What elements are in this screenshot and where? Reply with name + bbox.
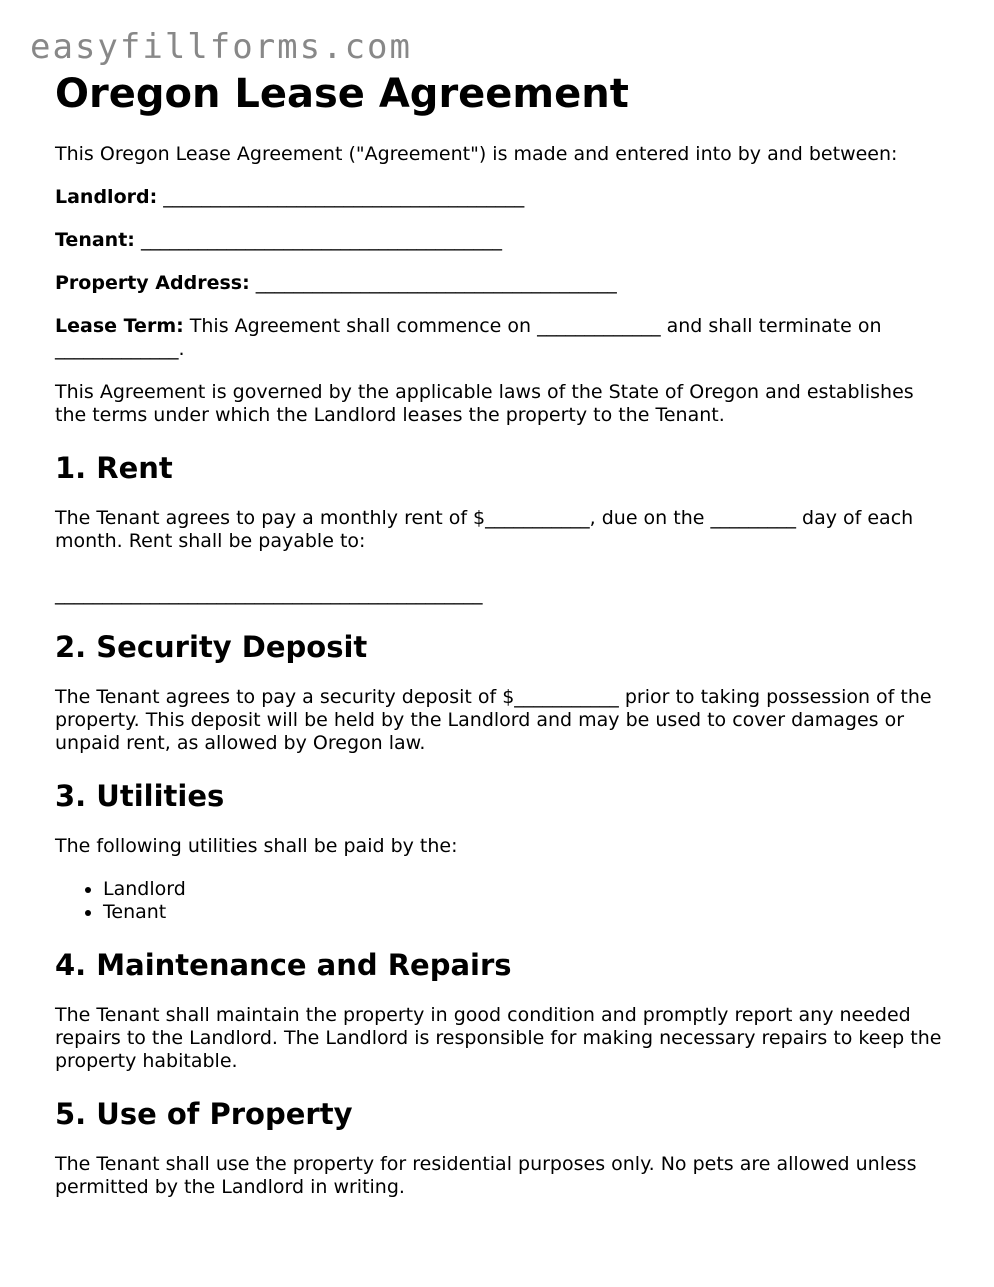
rent-payee-line[interactable]: _____________________________________________ (55, 583, 483, 605)
property-address-field (55, 272, 945, 295)
property-address-blank[interactable]: ______________________________________ (255, 272, 617, 294)
list-item: • Landlord (103, 878, 945, 901)
list-item: • Tenant (103, 901, 945, 924)
section-heading-use: 5. Use of Property (55, 1097, 353, 1131)
document-title: Oregon Lease Agreement (55, 71, 629, 117)
lease-term-label: Lease Term: (55, 315, 184, 337)
governing-paragraph: This Agreement is governed by the applicable laws of the State of Oregon and establishes the terms under which the Landlord leases the property to the Tenant. (55, 381, 914, 426)
lease-term-text[interactable]: This Agreement shall commence on _____________ and shall terminate on _____________. (55, 315, 882, 360)
use-paragraph: The Tenant shall use the property for residential purposes only. No pets are allowed unless permitted by the Landlord in writing. (55, 1153, 917, 1198)
landlord-label: Landlord: (55, 186, 158, 208)
section-heading-utilities: 3. Utilities (55, 779, 225, 813)
landlord-blank[interactable]: ______________________________________ (163, 186, 525, 208)
utilities-paragraph: The following utilities shall be paid by the: (55, 835, 458, 857)
tenant-blank[interactable]: ______________________________________ (140, 229, 502, 251)
property-address-label: Property Address: (55, 272, 250, 294)
section-heading-deposit: 2. Security Deposit (55, 630, 368, 664)
rent-paragraph[interactable]: The Tenant agrees to pay a monthly rent of $___________, due on the _________ day of each month. Rent shall be payable to: (55, 507, 914, 552)
maintenance-paragraph: The Tenant shall maintain the property in good condition and promptly report any needed repairs to the Landlord. The Landlord is responsible for making necessary repairs to keep the property habitable. (55, 1004, 942, 1072)
deposit-paragraph[interactable]: The Tenant agrees to pay a security deposit of $___________ prior to taking possession of the property. This deposit will be held by the Landlord and may be used to cover damages or unpaid rent, as allowed by Oregon law. (55, 686, 932, 754)
intro-paragraph: This Oregon Lease Agreement ("Agreement") is made and entered into by and between: (55, 143, 898, 165)
section-heading-rent: 1. Rent (55, 451, 173, 485)
landlord-field (55, 186, 945, 209)
section-heading-maintenance: 4. Maintenance and Repairs (55, 948, 512, 982)
lease-term-field (55, 315, 945, 361)
tenant-field (55, 229, 945, 252)
tenant-label: Tenant: (55, 229, 135, 251)
document-body (55, 70, 945, 1219)
watermark: easyfillforms.com (30, 27, 412, 67)
utilities-options (55, 878, 945, 924)
